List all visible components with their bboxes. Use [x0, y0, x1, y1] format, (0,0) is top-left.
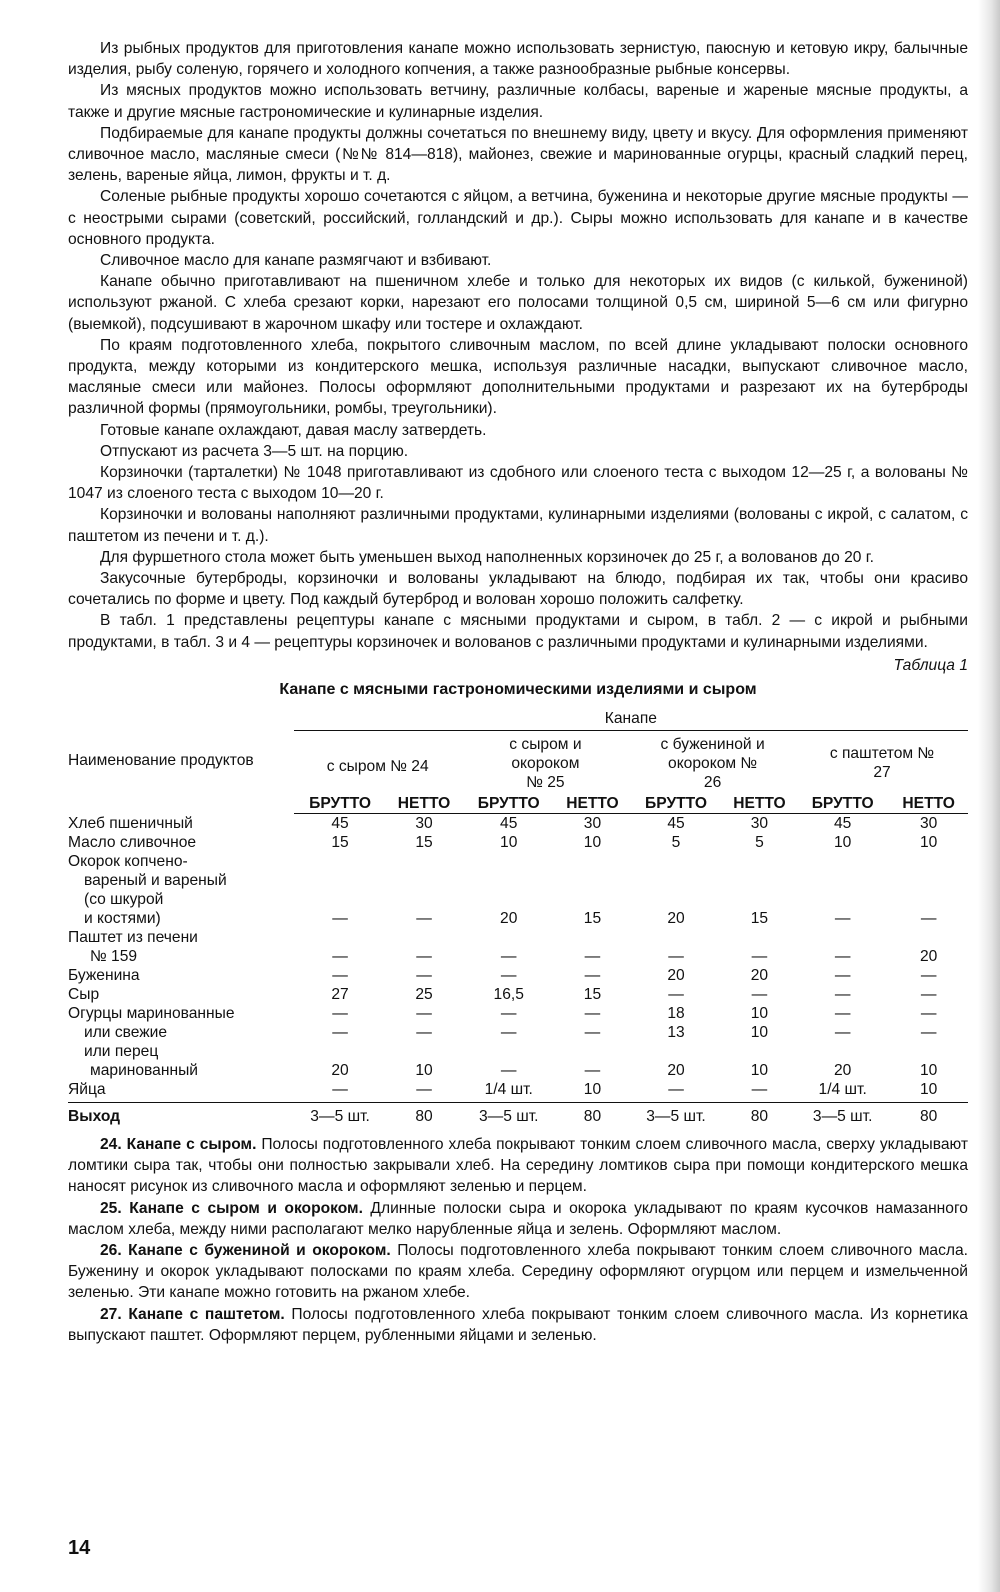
table-cell: 5 [671, 833, 681, 851]
table-row [68, 985, 968, 1004]
table-row [68, 890, 968, 909]
product-name: Окорок копчено- [68, 852, 188, 870]
table-cell [462, 852, 556, 871]
table-row [68, 966, 968, 985]
table-cell [386, 890, 461, 909]
recipe-text: Длинные полоски сыра и окорока укладывают по краям кусочков намазанного маслом хлеба, между ними располагают мелко нарубленные яйца и зелень. Оформляют маслом. [68, 1199, 968, 1238]
column-group-header: с сыром № 24 [326, 757, 429, 775]
table-cell [723, 928, 796, 947]
table-cell: 20 [331, 1061, 349, 1079]
table-cell: — [834, 966, 851, 984]
table-cell: 1/4 шт. [818, 1080, 867, 1098]
table-cell: 20 [500, 909, 518, 927]
table-cell: 10 [500, 833, 518, 851]
table-cell: 16,5 [493, 985, 524, 1003]
table-cell [889, 852, 968, 871]
table-cell: 45 [667, 814, 685, 832]
recipe-title: 25. Канапе с сыром и окороком. [100, 1199, 363, 1217]
page-number: 14 [68, 1537, 91, 1559]
table-row [68, 1042, 968, 1061]
table-cell [386, 852, 461, 871]
netto-header: НЕТТО [386, 792, 461, 814]
table-cell: 25 [415, 985, 433, 1003]
table-cell: 20 [667, 1061, 685, 1079]
table-cell: 13 [667, 1023, 685, 1041]
recipe-title: 24. Канапе с сыром. [100, 1135, 257, 1153]
table-cell: — [920, 1004, 937, 1022]
table-cell: 30 [919, 814, 938, 832]
table-cell: 10 [919, 833, 938, 851]
brutto-header: БРУТТО [462, 792, 556, 814]
recipe-text: Полосы подготовленного хлеба покрывают тонким слоем сливочного масла. Буженину и окорок укладывают полосками по краям хлеба. Середину оформляют огурцом или перцем и измельченной зеленью. Эти канапе можно готовить на ржаном хлебе. [68, 1241, 968, 1302]
table-cell: — [416, 1023, 432, 1041]
table-cell [723, 852, 796, 871]
table-cell: — [332, 909, 348, 927]
recipe-descriptions [68, 1134, 968, 1346]
table-cell: 10 [750, 1061, 769, 1079]
table-cell: — [751, 1080, 768, 1098]
output-label: Выход [68, 1102, 294, 1126]
table-cell [556, 890, 629, 909]
table-cell [796, 890, 889, 909]
table-cell: — [500, 1023, 517, 1041]
paragraph: Канапе обычно приготавливают на пшеничном хлебе и только для некоторых их видов (с килькой, бужениной) используют ржаной. С хлеба срезают корки, нарезают его полосами толщиной 0,5 см, шириной 5—6 см или фигурно (выемкой), подсушивают в жарочном шкафу или тостере и охлаждают. [68, 273, 968, 333]
table-cell: 1/4 шт. [484, 1080, 533, 1098]
table-cell: 15 [583, 909, 602, 927]
table-cell: — [500, 1004, 517, 1022]
table-cell [629, 1042, 723, 1061]
table-cell: 3—5 шт. [629, 1102, 723, 1126]
table-caption: Таблица 1 [893, 656, 968, 674]
paragraph: Корзиночки (тарталетки) № 1048 приготавливают из сдобного или слоеного теста с выходом 12—25 г, а волованы № 1047 из слоеного теста с выходом 10—20 г. [68, 464, 968, 503]
netto-header: НЕТТО [556, 792, 629, 814]
output-row [68, 1102, 968, 1126]
table-cell: 10 [750, 1023, 769, 1041]
table-cell: — [584, 966, 601, 984]
product-name: № 159 [90, 947, 138, 965]
column-group-header: с паштетом № 27 [829, 745, 935, 782]
table-cell: — [584, 947, 601, 965]
product-name: маринованный [90, 1061, 198, 1079]
product-name: или свежие [84, 1023, 168, 1041]
table-cell: — [834, 909, 851, 927]
table-cell [796, 928, 889, 947]
table-cell: 3—5 шт. [796, 1102, 889, 1126]
table-cell: — [332, 966, 348, 984]
table-cell: 80 [556, 1102, 629, 1126]
table-cell: 10 [750, 1004, 769, 1022]
table-row [68, 852, 968, 871]
table-cell [294, 890, 387, 909]
table-row [68, 813, 968, 833]
name-column-header: Наименование продуктов [68, 752, 254, 770]
netto-header: НЕТТО [889, 792, 968, 814]
product-name: и костями) [84, 909, 161, 927]
table-cell: — [834, 985, 851, 1003]
product-name: Яйца [68, 1080, 106, 1098]
table-cell [462, 871, 556, 890]
paragraph: Сливочное масло для канапе размягчают и взбивают. [100, 252, 492, 270]
table-cell [723, 1042, 796, 1061]
table-cell [294, 852, 387, 871]
table-cell [629, 928, 723, 947]
table-cell: 15 [331, 833, 349, 851]
table-cell: — [416, 966, 432, 984]
table-cell: 10 [833, 833, 852, 851]
table-cell: 20 [667, 909, 685, 927]
table-cell: — [416, 1004, 432, 1022]
table-cell: 20 [750, 966, 769, 984]
table-cell: — [668, 947, 684, 965]
table-cell: 10 [583, 1080, 602, 1098]
table-cell: 15 [750, 909, 769, 927]
table-cell [556, 1042, 629, 1061]
table-cell [386, 871, 461, 890]
table-cell [556, 852, 629, 871]
table-cell: 10 [583, 833, 602, 851]
table-cell: — [751, 985, 768, 1003]
table-cell: — [332, 1023, 348, 1041]
table-cell [796, 1042, 889, 1061]
brutto-header: БРУТТО [796, 792, 889, 814]
table-cell: — [668, 1080, 684, 1098]
table-cell: 15 [415, 833, 433, 851]
product-name: или перец [84, 1042, 159, 1060]
table-row [68, 871, 968, 890]
recipe-paragraph [68, 1240, 968, 1304]
group-header: Канапе [294, 709, 968, 731]
paragraph: Подбираемые для канапе продукты должны сочетаться по внешнему виду, цвету и вкусу. Для оформления применяют сливочное масло, масляные смеси (№№ 814—818), майонез, свежие и маринованные огурцы, красный сладкий перец, зелень, вареные яйца, лимон, фрукты и т. д. [68, 124, 968, 185]
table-cell [294, 1042, 387, 1061]
table-cell: — [332, 947, 348, 965]
table-cell: — [500, 1061, 517, 1079]
product-name: Сыр [68, 985, 100, 1003]
recipe-text: Полосы подготовленного хлеба покрывают тонким слоем сливочного масла, сверху укладывают ломтики сыра так, чтобы они полностью закрывали хлеб. На середину ломтиков сыра при помощи кондитерского мешка наносят рисунок из сливочного масла и оформляют зеленью и перцем. [68, 1135, 968, 1196]
table-cell [629, 852, 723, 871]
table-row [68, 909, 968, 928]
table-cell: 45 [500, 814, 518, 832]
table-cell [556, 871, 629, 890]
table-cell [889, 890, 968, 909]
paragraph: Из рыбных продуктов для приготовления канапе можно использовать зернистую, паюсную и кетовую икру, балычные изделия, рыбу соленую, горячего и холодного копчения, а также разнообразные рыбные консервы. [68, 40, 968, 79]
table-row [68, 1080, 968, 1103]
table-row [68, 1061, 968, 1080]
table-cell [889, 928, 968, 947]
table-cell: 10 [919, 1080, 938, 1098]
page-content [68, 38, 968, 1346]
table-cell: 10 [919, 1061, 938, 1079]
table-cell: — [834, 1023, 851, 1041]
table-cell [294, 871, 387, 890]
table-row [68, 833, 968, 852]
table-cell: 3—5 шт. [462, 1102, 556, 1126]
recipe-paragraph [68, 1134, 968, 1198]
table-cell: 3—5 шт. [294, 1102, 387, 1126]
table-cell: 80 [889, 1102, 968, 1126]
table-cell [386, 1042, 461, 1061]
product-name: Хлеб пшеничный [68, 814, 193, 832]
recipe-title: 26. Канапе с бужениной и окороком. [100, 1241, 391, 1259]
table-cell: — [584, 1004, 601, 1022]
table-cell [796, 852, 889, 871]
recipe-title: 27. Канапе с паштетом. [100, 1305, 285, 1323]
product-name: Огурцы маринованные [68, 1004, 235, 1022]
table-cell: 20 [919, 947, 938, 965]
table-cell: 80 [386, 1102, 461, 1126]
table-cell: — [668, 985, 684, 1003]
table-cell [723, 871, 796, 890]
table-cell [294, 928, 387, 947]
paragraph: Корзиночки и волованы наполняют различными продуктами, кулинарными изделиями (волованы с икрой, с салатом, с паштетом из печени и т. д.). [68, 506, 968, 545]
table-cell: 10 [415, 1061, 433, 1079]
table-cell: — [834, 1004, 851, 1022]
product-name: (со шкурой [84, 890, 164, 908]
recipe-text: Полосы подготовленного хлеба покрывают тонким слоем сливочного масла. Из корнетика выпускают паштет. Оформляют перцем, рубленными яйцами и зеленью. [68, 1305, 968, 1344]
column-group-header: с сыром и окороком № 25 [509, 735, 582, 791]
table-cell: 80 [723, 1102, 796, 1126]
table-cell [629, 871, 723, 890]
netto-header: НЕТТО [723, 792, 796, 814]
paragraph: Готовые канапе охлаждают, давая маслу затвердеть. [100, 421, 487, 439]
paragraph: Для фуршетного стола может быть уменьшен выход наполненных корзиночек до 25 г, а волованов до 20 г. [100, 548, 874, 566]
table-cell [889, 871, 968, 890]
table-cell [889, 1042, 968, 1061]
table-cell [462, 1042, 556, 1061]
table-cell: 20 [833, 1061, 852, 1079]
table-cell: — [416, 947, 432, 965]
table-cell [462, 928, 556, 947]
table-row [68, 1004, 968, 1023]
product-name: вареный и вареный [84, 871, 227, 889]
table-cell [556, 928, 629, 947]
table-cell: 20 [667, 966, 685, 984]
table-cell: 5 [755, 833, 764, 851]
table-cell [386, 928, 461, 947]
page-edge [978, 0, 1000, 1592]
paragraph: Отпускают из расчета 3—5 шт. на порцию. [100, 442, 409, 460]
table-cell: — [920, 966, 937, 984]
intro-text [68, 38, 968, 653]
table-cell: — [584, 1023, 601, 1041]
table-cell: 30 [583, 814, 602, 832]
paragraph: По краям подготовленного хлеба, покрытого сливочным маслом, по всей длине укладывают полоски основного продукта, между которыми из кондитерского мешка, используя различные насадки, выпускают сливочное масло, масляные смеси или майонез. Полосы оформляют дополнительными продуктами и разрезают их на бутерброды различной формы (прямоугольники, ромбы, треугольники). [68, 336, 968, 418]
table-row [68, 1023, 968, 1042]
table-cell [723, 890, 796, 909]
table-cell: — [416, 909, 432, 927]
table-cell: 45 [833, 814, 852, 832]
paragraph: Соленые рыбные продукты хорошо сочетаются с яйцом, а ветчина, буженина и некоторые другие мясные продукты — с неострыми сырами (советский, российский, голландский и др.). Сыры можно использовать для канапе и в качестве основного продукта. [68, 188, 968, 248]
column-group-header: с бужениной и окороком № 26 [660, 735, 765, 791]
paragraph: Закусочные бутерброды, корзиночки и волованы укладывают на блюдо, подбирая их так, чтобы они красиво сочетались по форме и цвету. Под каждый бутерброд и волован хорошо положить салфетку. [68, 570, 968, 609]
table-cell [796, 871, 889, 890]
table-row [68, 928, 968, 947]
recipe-paragraph [68, 1304, 968, 1346]
paragraph: Из мясных продуктов можно использовать ветчину, различные колбасы, вареные и жареные мясные продукты, а также и другие мясные гастрономические и кулинарные изделия. [68, 82, 968, 121]
product-name: Масло сливочное [68, 833, 197, 851]
table-cell: — [920, 985, 937, 1003]
table-cell: — [584, 1061, 601, 1079]
table-cell: 15 [583, 985, 602, 1003]
table-cell: 27 [331, 985, 349, 1003]
product-name: Буженина [68, 966, 140, 984]
table-cell: — [332, 1080, 348, 1098]
recipe-paragraph [68, 1198, 968, 1240]
table-cell: — [416, 1080, 432, 1098]
table-cell: — [500, 966, 517, 984]
table-cell: 18 [667, 1004, 685, 1022]
table-cell [629, 890, 723, 909]
table-cell: — [920, 1023, 937, 1041]
table-cell: 45 [331, 814, 349, 832]
table-row [68, 947, 968, 966]
recipe-table [68, 709, 968, 1126]
product-name: Паштет из печени [68, 928, 198, 946]
table-title: Канапе с мясными гастрономическими изделиями и сыром [279, 680, 757, 698]
table-cell: — [500, 947, 517, 965]
table-cell: — [920, 909, 937, 927]
paragraph: В табл. 1 представлены рецептуры канапе с мясными продуктами и сыром, в табл. 2 — с икрой и рыбными продуктами, в табл. 3 и 4 — рецептуры корзиночек и волованов с различными продуктами и кулинарными изделиями. [68, 612, 968, 651]
table-cell: — [834, 947, 851, 965]
table-cell: — [751, 947, 768, 965]
table-cell: — [332, 1004, 348, 1022]
table-cell: 30 [415, 814, 433, 832]
brutto-header: БРУТТО [629, 792, 723, 814]
brutto-header: БРУТТО [294, 792, 387, 814]
table-cell [462, 890, 556, 909]
table-cell: 30 [750, 814, 769, 832]
